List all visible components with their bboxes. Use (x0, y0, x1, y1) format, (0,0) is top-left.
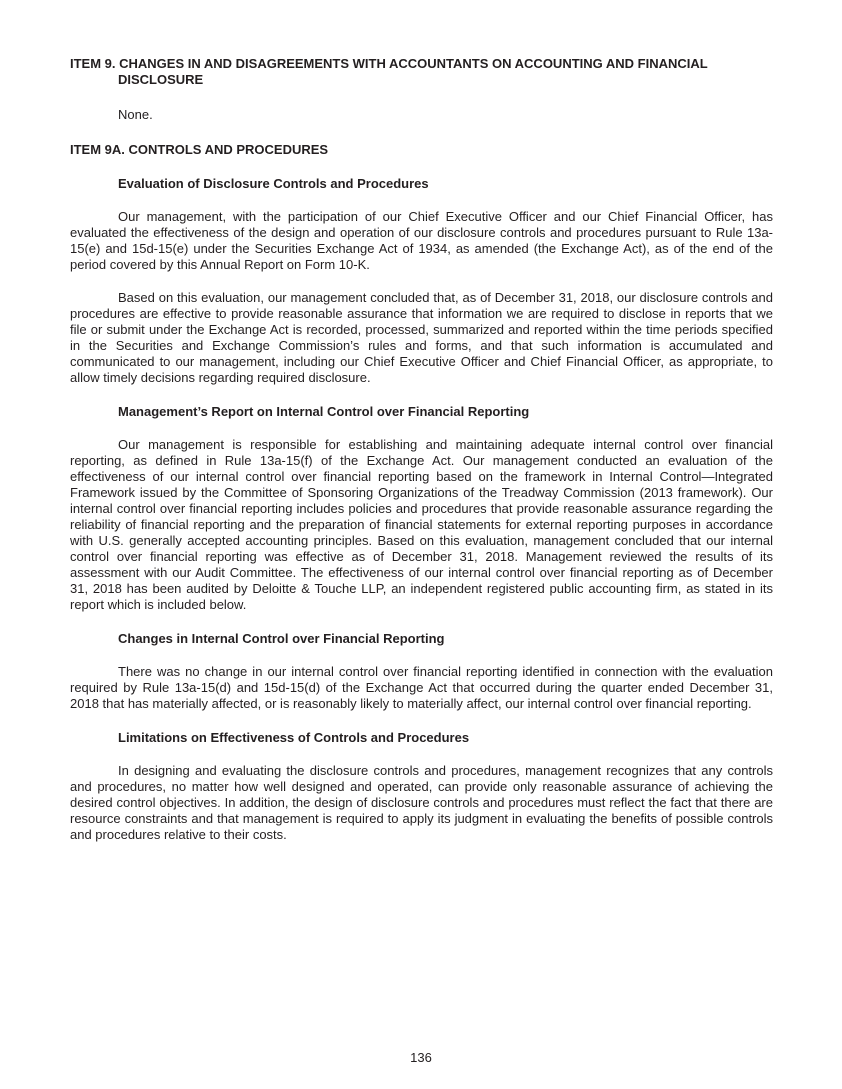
paragraph-limitations: In designing and evaluating the disclosure controls and procedures, management recognizes that any controls and procedures, no matter how well designed and operated, can provide only reasonable assurance of achieving the desired control objectives. In addition, the design of disclosure controls and procedures must reflect the fact that there are resource constraints and that management is required to apply its judgment in evaluating the benefits of possible controls and procedures relative to their costs. (70, 763, 773, 842)
paragraph-changes: There was no change in our internal control over financial reporting identified in connection with the evaluation required by Rule 13a-15(d) and 15d-15(d) of the Exchange Act that occurred during the quarter ended December 31, 2018 that has materially affected, or is reasonably likely to materially affect, our internal control over financial reporting. (70, 664, 773, 711)
section-heading-evaluation: Evaluation of Disclosure Controls and Procedures (118, 176, 429, 191)
paragraph-evaluation-1: Our management, with the participation of our Chief Executive Officer and our Chief Financial Officer, has evaluated the effectiveness of the design and operation of our disclosure controls and procedures pursuant to Rule 13a-15(e) and 15d-15(e) under the Securities Exchange Act of 1934, as amended (the Exchange Act), as of the end of the period covered by this Annual Report on Form 10-K. (70, 209, 773, 272)
page-number: 136 (410, 1050, 432, 1065)
item-9-body: None. (118, 107, 153, 122)
section-heading-changes: Changes in Internal Control over Financial Reporting (118, 631, 445, 646)
paragraph-management-report: Our management is responsible for establishing and maintaining adequate internal control over financial reporting, as defined in Rule 13a-15(f) of the Exchange Act. Our management conducted an evaluation of the effectiveness of our internal control over financial reporting based on the framework in Internal Control—Integrated Framework issued by the Committee of Sponsoring Organizations of the Treadway Commission (2013 framework). Our internal control over financial reporting includes policies and procedures that provide reasonable assurance regarding the reliability of financial reporting and the preparation of financial statements for external reporting purposes in accordance with U.S. generally accepted accounting principles. Based on this evaluation, management concluded that our internal control over financial reporting was effective as of December 31, 2018. Management reviewed the results of its assessment with our Audit Committee. The effectiveness of our internal control over financial reporting as of December 31, 2018 has been audited by Deloitte & Touche LLP, an independent registered public accounting firm, as stated in its report which is included below. (70, 437, 773, 612)
item-9a-heading: ITEM 9A. CONTROLS AND PROCEDURES (70, 142, 329, 157)
item-9-heading: ITEM 9. CHANGES IN AND DISAGREEMENTS WITH ACCOUNTANTS ON ACCOUNTING AND FINANCIAL DISCLOSURE (70, 56, 708, 87)
paragraph-evaluation-2: Based on this evaluation, our management concluded that, as of December 31, 2018, our disclosure controls and procedures are effective to provide reasonable assurance that information we are required to disclose in reports that we file or submit under the Exchange Act is recorded, processed, summarized and reported within the time periods specified in the Securities and Exchange Commission’s rules and forms, and that such information is accumulated and communicated to our management, including our Chief Executive Officer and Chief Financial Officer, as appropriate, to allow timely decisions regarding required disclosure. (70, 290, 773, 385)
section-heading-limitations: Limitations on Effectiveness of Controls and Procedures (118, 730, 470, 745)
section-heading-management-report: Management’s Report on Internal Control over Financial Reporting (118, 404, 530, 419)
document-page (70, 56, 773, 843)
